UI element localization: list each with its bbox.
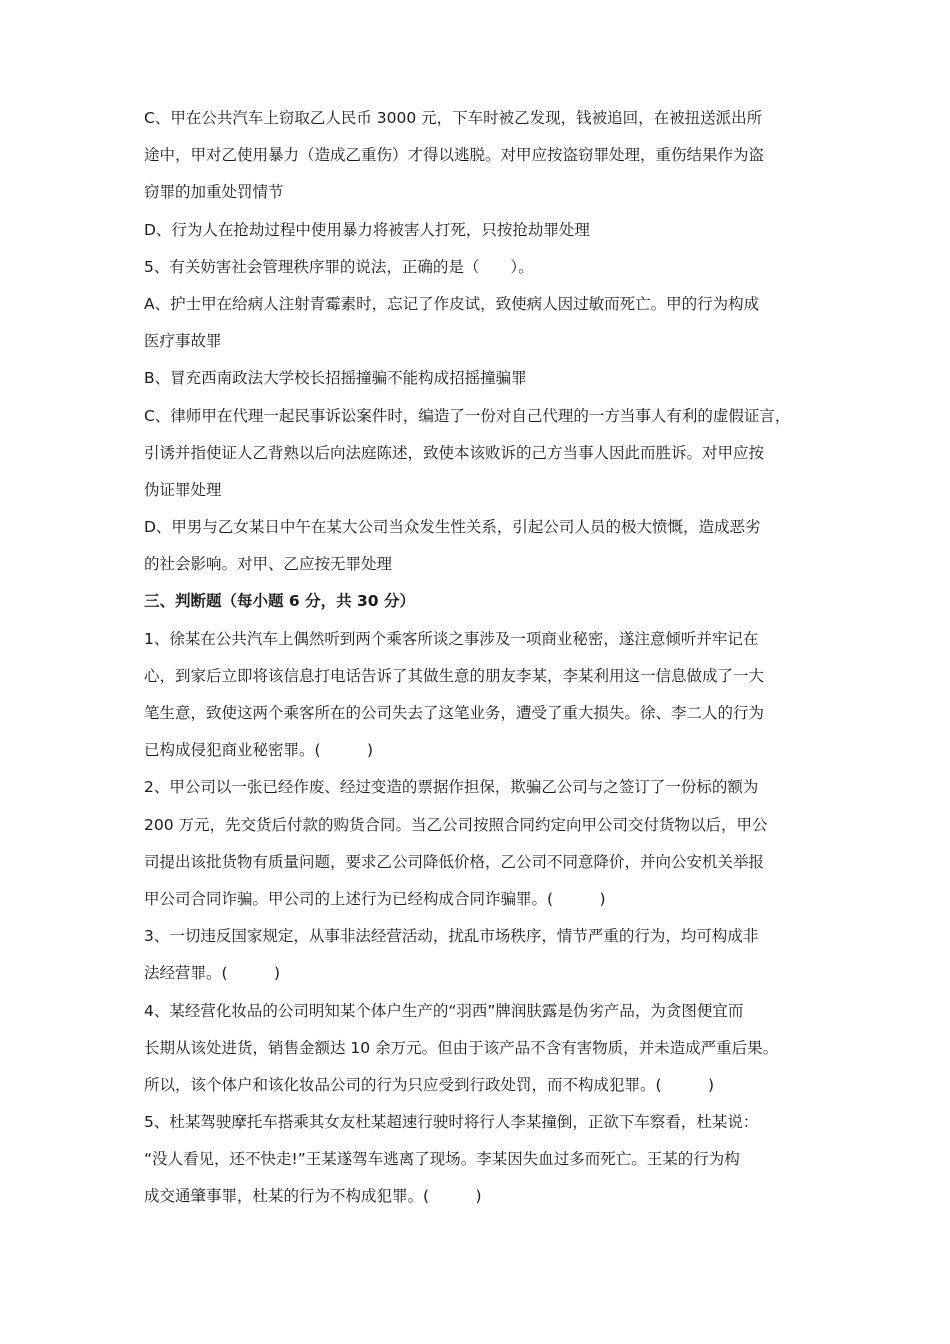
tf-question-2-line-2: 200 万元，先交货后付款的购货合同。当乙公司按照合同约定向甲公司交付货物以后，甲公 xyxy=(144,815,768,834)
option-c-line-2: 途中，甲对乙使用暴力（造成乙重伤）才得以逃脱。对甲应按盗窃罪处理，重伤结果作为盗 xyxy=(144,146,765,165)
option-c-line-3: 窃罪的加重处罚情节 xyxy=(144,183,284,202)
tf-question-5-line-1: 5、杜某驾驶摩托车搭乘其女友杜某超速行驶时将行人李某撞倒，正欲下车察看，杜某说： xyxy=(144,1113,759,1132)
tf-question-2-line-1: 2、甲公司以一张已经作废、经过变造的票据作担保，欺骗乙公司与之签订了一份标的额为 xyxy=(144,778,759,797)
q5-option-d-line-2: 的社会影响。对甲、乙应按无罪处理 xyxy=(144,555,393,574)
tf-question-1-line-2: 心，到家后立即将该信息打电话告诉了其做生意的朋友李某，李某利用这一信息做成了一大 xyxy=(144,666,765,685)
q5-option-a-line-2: 医疗事故罪 xyxy=(144,332,222,351)
q5-option-c-line-2: 引诱并指使证人乙背熟以后向法庭陈述，致使本该败诉的己方当事人因此而胜诉。对甲应按 xyxy=(144,443,765,462)
section-3-heading: 三、判断题（每小题 6 分，共 30 分） xyxy=(144,592,415,611)
tf-question-4-line-3: 所以，该个体户和该化妆品公司的行为只应受到行政处罚，而不构成犯罪。( ) xyxy=(144,1075,715,1094)
option-d-line-1: D、行为人在抢劫过程中使用暴力将被害人打死，只按抢劫罪处理 xyxy=(144,220,590,239)
tf-question-1-line-3: 笔生意，致使这两个乘客所在的公司失去了这笔业务，遭受了重大损失。徐、李二人的行为 xyxy=(144,704,765,722)
document-body xyxy=(144,100,820,1216)
tf-question-2-line-4: 甲公司合同诈骗。甲公司的上述行为已经构成合同诈骗罪。( ) xyxy=(144,889,606,908)
option-c-line-1: C、甲在公共汽车上窃取乙人民币 3000 元，下车时被乙发现，钱被追回，在被扭送派出所 xyxy=(144,109,763,127)
tf-question-4-line-2: 长期从该处进货，销售金额达 10 余万元。但由于该产品不含有害物质，并未造成严重后果。 xyxy=(144,1038,779,1057)
tf-question-2-line-3: 司提出该批货物有质量问题，要求乙公司降低价格，乙公司不同意降价，并向公安机关举报 xyxy=(144,852,765,871)
tf-question-4-line-1: 4、某经营化妆品的公司明知某个体户生产的“羽西”牌润肤露是伪劣产品，为贪图便宜而 xyxy=(144,1001,744,1020)
tf-question-3-line-2: 法经营罪。( ) xyxy=(144,964,281,983)
q5-option-a-line-1: A、护士甲在给病人注射青霉素时，忘记了作皮试，致使病人因过敏而死亡。甲的行为构成 xyxy=(144,294,760,313)
q5-option-c-line-3: 伪证罪处理 xyxy=(144,480,222,499)
tf-question-3-line-1: 3、一切违反国家规定，从事非法经营活动，扰乱市场秩序，情节严重的行为，均可构成非 xyxy=(144,927,759,946)
tf-question-1-line-1: 1、徐某在公共汽车上偶然听到两个乘客所谈之事涉及一项商业秘密，遂注意倾听并牢记在 xyxy=(144,629,759,648)
tf-question-1-line-4: 已构成侵犯商业秘密罪。( ) xyxy=(144,741,374,760)
tf-question-5-line-2: “没人看见，还不快走!”王某遂驾车逃离了现场。李某因失血过多而死亡。王某的行为构 xyxy=(144,1150,740,1169)
q5-option-d-line-1: D、甲男与乙女某日中午在某大公司当众发生性关系，引起公司人员的极大愤慨，造成恶劣 xyxy=(144,518,761,537)
q5-option-b-line-1: B、冒充西南政法大学校长招摇撞骗不能构成招摇撞骗罪 xyxy=(144,369,527,388)
tf-question-5-line-3: 成交通肇事罪，杜某的行为不构成犯罪。( ) xyxy=(144,1187,482,1206)
q5-option-c-line-1: C、律师甲在代理一起民事诉讼案件时，编造了一份对自己代理的一方当事人有利的虚假证言， xyxy=(144,406,791,425)
question-5-stem: 5、有关妨害社会管理秩序罪的说法，正确的是（ ）。 xyxy=(144,257,534,276)
